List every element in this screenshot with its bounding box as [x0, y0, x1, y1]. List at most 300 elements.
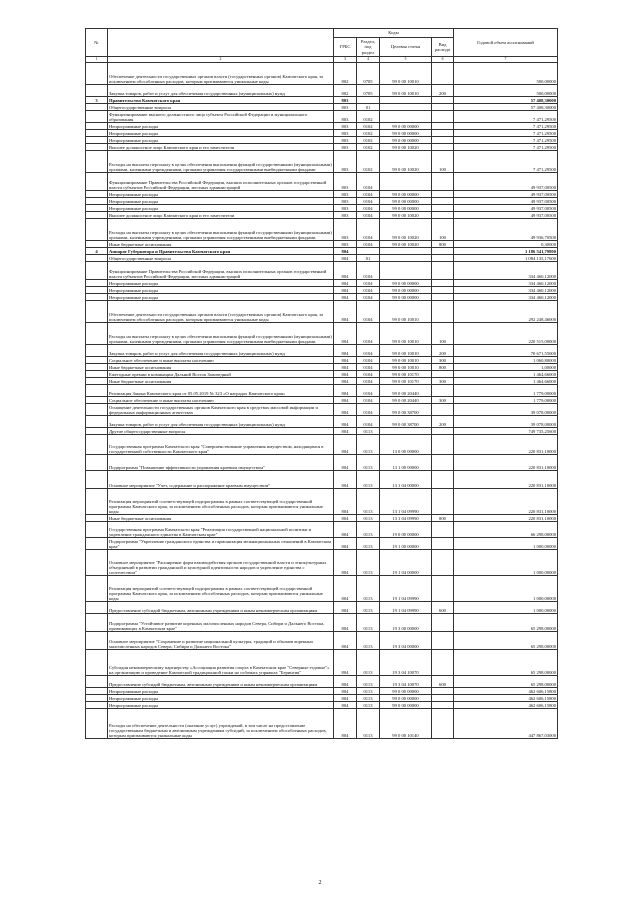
cell-grbs: 804 — [334, 515, 357, 522]
cell-vr: 300 — [432, 357, 454, 364]
cell-grbs: 803 — [334, 151, 357, 173]
cell-sum: 220 831,10000 — [454, 489, 558, 515]
cell-grbs: 803 — [334, 219, 357, 241]
table-row — [86, 191, 558, 198]
cell-sum: 7 471,29500 — [454, 137, 558, 144]
table-row — [86, 385, 558, 397]
cell-no — [86, 111, 108, 123]
cell-grbs: 804 — [334, 262, 357, 280]
cell-vr — [432, 173, 454, 191]
cell-sum: 65 298,00000 — [454, 614, 558, 632]
table-row — [86, 371, 558, 378]
cell-section: 0102 — [357, 111, 380, 123]
cell-vr — [432, 471, 454, 489]
cell-no — [86, 404, 108, 416]
cell-grbs: 804 — [334, 280, 357, 287]
cell-no — [86, 695, 108, 702]
cell-name: Подпрограмма "Повышение эффективности управления краевым имуществом" — [108, 455, 334, 471]
cell-target: 19 1 04 09990 — [380, 602, 432, 614]
cell-target: 13 1 00 00000 — [380, 455, 432, 471]
cell-name: Расходы на выплаты персоналу в целях обеспечения выполнения функций государственными (муниципальными) органами, казенными учреждениями, органами управления государственными внебюджетными фондами — [108, 151, 334, 173]
cell-target: 13 1 04 00000 — [380, 471, 432, 489]
cell-sum: 1 000,00000 — [454, 576, 558, 602]
cell-name: Правительство Камчатского края — [108, 97, 334, 104]
cell-grbs: 804 — [334, 397, 357, 404]
cell-target: 99 0 00 00000 — [380, 130, 432, 137]
cell-grbs: 804 — [334, 416, 357, 428]
cell-vr — [432, 144, 454, 151]
cell-name: Подпрограмма "Устойчивое развитие коренных малочисленных народов Севера, Сибири и Дальнего Востока, проживающих в Камчатском крае" — [108, 614, 334, 632]
cell-sum: 57 408,30000 — [454, 97, 558, 104]
cell-section: 0104 — [357, 262, 380, 280]
cell-vr — [432, 137, 454, 144]
cell-target: 99 0 00 10010 — [380, 323, 432, 345]
cell-grbs: 803 — [334, 212, 357, 219]
cell-sum: 500,00000 — [454, 63, 558, 85]
cell-name: Социальное обеспечение и иные выплаты населению — [108, 357, 334, 364]
cell-name: Обеспечение деятельности государственных органов власти (государственных органов) Камчатского края, за исключением обособленных расходов, которым присваиваются уникальные коды — [108, 301, 334, 323]
cell-name: Непрограммные расходы — [108, 287, 334, 294]
cell-vr: 600 — [432, 602, 454, 614]
cell-section: 0113 — [357, 650, 380, 676]
table-row — [86, 280, 558, 287]
cell-section: 0104 — [357, 385, 380, 397]
cell-target: 99 0 00 00000 — [380, 702, 432, 709]
cell-vr — [432, 130, 454, 137]
cell-target: 19 3 04 00000 — [380, 632, 432, 650]
cell-grbs: 804 — [334, 371, 357, 378]
cell-no — [86, 576, 108, 602]
cell-section: 0113 — [357, 522, 380, 538]
cell-name: Реализация Закона Камчатского края от 05.05.2019 № 323 «О наградах Камчатского края» — [108, 385, 334, 397]
cell-name: Непрограммные расходы — [108, 688, 334, 695]
cell-grbs: 804 — [334, 364, 357, 371]
cell-sum: 49 937,00500 — [454, 205, 558, 212]
table-row — [86, 632, 558, 650]
cell-sum: 292 248,46000 — [454, 301, 558, 323]
cell-section: 0104 — [357, 301, 380, 323]
cell-no — [86, 144, 108, 151]
cell-name: Предоставление субсидий бюджетным, автономным учреждениям и иным некоммерческим организациям — [108, 602, 334, 614]
cell-name: Социальное обеспечение и иные выплаты населению — [108, 397, 334, 404]
cell-section: 0113 — [357, 455, 380, 471]
cell-no — [86, 301, 108, 323]
table-row — [86, 538, 558, 550]
cell-vr — [432, 709, 454, 739]
cell-sum: 1 084 135,17600 — [454, 255, 558, 262]
cell-grbs: 802 — [334, 63, 357, 85]
cell-name: Иные бюджетные ассигнования — [108, 241, 334, 248]
cell-target — [380, 97, 432, 104]
cell-no: 3 — [86, 97, 108, 104]
cell-name: Закупка товаров, работ и услуг для обеспечения государственных (муниципальных) нужд — [108, 85, 334, 97]
table-row — [86, 262, 558, 280]
cell-target: 99 0 00 00000 — [380, 695, 432, 702]
table-row — [86, 219, 558, 241]
cell-vr — [432, 212, 454, 219]
cell-grbs: 803 — [334, 130, 357, 137]
cell-sum: 334 460,12000 — [454, 294, 558, 301]
table-row — [86, 428, 558, 435]
cell-sum: 1 779,00000 — [454, 397, 558, 404]
cell-grbs: 804 — [334, 688, 357, 695]
cell-no — [86, 397, 108, 404]
cell-sum: 49 937,00500 — [454, 198, 558, 205]
cell-section: 0104 — [357, 287, 380, 294]
cell-no — [86, 702, 108, 709]
cell-name: Другие общегосударственные вопросы — [108, 428, 334, 435]
table-row — [86, 489, 558, 515]
cell-vr — [432, 550, 454, 576]
cell-no — [86, 489, 108, 515]
cell-target: 99 0 00 00000 — [380, 287, 432, 294]
table-row — [86, 248, 558, 255]
cell-section: 0104 — [357, 219, 380, 241]
cell-vr: 300 — [432, 397, 454, 404]
cell-target: 13 0 00 00000 — [380, 435, 432, 455]
table-row — [86, 144, 558, 151]
cell-target: 99 0 00 10020 — [380, 241, 432, 248]
cell-sum: 0,30000 — [454, 241, 558, 248]
table-row — [86, 97, 558, 104]
table-row — [86, 471, 558, 489]
cell-no — [86, 123, 108, 130]
cell-vr — [432, 97, 454, 104]
cell-target: 99 0 00 10020 — [380, 212, 432, 219]
cell-no — [86, 428, 108, 435]
cell-no — [86, 550, 108, 576]
cell-no — [86, 280, 108, 287]
cell-target: 99 0 00 00000 — [380, 198, 432, 205]
cell-no — [86, 435, 108, 455]
table-row — [86, 709, 558, 739]
cell-vr — [432, 688, 454, 695]
cell-name: Реализация мероприятий соответствующей подпрограммы в рамках соответствующей государственной программы Камчатского края, за исключением обособленных расходов, которым присваиваются уникальные коды — [108, 489, 334, 515]
table-row — [86, 123, 558, 130]
cell-no — [86, 416, 108, 428]
table-row — [86, 301, 558, 323]
cell-name: Расходы на выплаты персоналу в целях обеспечения выполнения функций государственными (муниципальными) органами, казенными учреждениями, органами управления государственными внебюджетными фондами — [108, 323, 334, 345]
cell-vr: 100 — [432, 151, 454, 173]
cell-name: Субсидия некоммерческому партнерству «Ассоциация развития спорта в Камчатском крае "Северные ездовые"» на организацию и проведение Камчатской традиционной гонки на собачьих упряжках "Берингия" — [108, 650, 334, 676]
cell-no — [86, 688, 108, 695]
table-row — [86, 602, 558, 614]
cell-grbs: 804 — [334, 632, 357, 650]
cell-vr — [432, 262, 454, 280]
cell-target: 99 0 00 10010 — [380, 85, 432, 97]
cell-target: 99 0 00 10140 — [380, 709, 432, 739]
table-row — [86, 515, 558, 522]
cell-section: 0104 — [357, 371, 380, 378]
cell-section: 0104 — [357, 404, 380, 416]
cell-target: 99 0 00 00000 — [380, 123, 432, 130]
cell-vr: 200 — [432, 85, 454, 97]
budget-table — [85, 28, 558, 739]
cell-no — [86, 173, 108, 191]
cell-name: Непрограммные расходы — [108, 695, 334, 702]
table-row — [86, 205, 558, 212]
cell-no — [86, 632, 108, 650]
cell-no — [86, 676, 108, 688]
cell-sum: 1 464,66000 — [454, 378, 558, 385]
cell-no — [86, 85, 108, 97]
cell-grbs: 804 — [334, 255, 357, 262]
cell-sum: 220 515,00000 — [454, 323, 558, 345]
cell-target: 19 0 00 00000 — [380, 522, 432, 538]
cell-name: Основное мероприятие "Расширение форм взаимодействия органов государственной власти и этнокультурных объединений в развитии гражданской и культурной идентичности народов и укрепление единства с соотечеством" — [108, 550, 334, 576]
cell-no — [86, 345, 108, 357]
cell-section: 0104 — [357, 357, 380, 364]
cell-grbs: 804 — [334, 435, 357, 455]
cell-vr — [432, 576, 454, 602]
cell-grbs: 803 — [334, 97, 357, 104]
cell-target: 99 0 00 38700 — [380, 416, 432, 428]
cell-target: 19 3 04 10070 — [380, 650, 432, 676]
cell-grbs: 804 — [334, 522, 357, 538]
cell-name: Непрограммные расходы — [108, 280, 334, 287]
table-row — [86, 435, 558, 455]
table-row — [86, 294, 558, 301]
cell-name: Расходы на обеспечение деятельности (оказание услуг) учреждений, в том числе на предоставление государственным бюджетным и автономным учреждениям субсидий, за исключением обособленных расходов, которым присваиваются уникальные коды — [108, 709, 334, 739]
cell-section: 0104 — [357, 378, 380, 385]
cell-vr — [432, 280, 454, 287]
cell-target: 19 3 04 10070 — [380, 676, 432, 688]
cell-name: Государственная программа Камчатского края "Реализация государственной национальной политики и укрепление гражданского единства в Камчатском крае" — [108, 522, 334, 538]
cell-sum: 66 298,00000 — [454, 522, 558, 538]
cell-sum: 7 471,29500 — [454, 123, 558, 130]
cell-section: 0113 — [357, 614, 380, 632]
cell-name: Закупка товаров, работ и услуг для обеспечения государственных (муниципальных) нужд — [108, 416, 334, 428]
cell-section: 0104 — [357, 280, 380, 287]
cell-no — [86, 130, 108, 137]
table-row — [86, 241, 558, 248]
cell-sum: 1 000,00000 — [454, 602, 558, 614]
table-row — [86, 85, 558, 97]
cell-name: Закупка товаров, работ и услуг для обеспечения государственных (муниципальных) нужд — [108, 345, 334, 357]
cell-no — [86, 455, 108, 471]
cell-target: 19 1 04 00000 — [380, 550, 432, 576]
cell-grbs: 804 — [334, 404, 357, 416]
cell-section: 0113 — [357, 632, 380, 650]
cell-sum: 220 831,10000 — [454, 435, 558, 455]
cell-no — [86, 151, 108, 173]
cell-vr — [432, 404, 454, 416]
cell-target: 99 0 00 20440 — [380, 397, 432, 404]
cell-section: 0104 — [357, 416, 380, 428]
table-row — [86, 255, 558, 262]
cell-vr: 800 — [432, 364, 454, 371]
cell-name: Иные бюджетные ассигнования — [108, 515, 334, 522]
cell-name: Общегосударственные вопросы — [108, 255, 334, 262]
cell-target: 19 3 00 00000 — [380, 614, 432, 632]
cell-target — [380, 428, 432, 435]
cell-no — [86, 364, 108, 371]
cell-grbs: 804 — [334, 602, 357, 614]
cell-section: 0102 — [357, 151, 380, 173]
cell-name: Непрограммные расходы — [108, 130, 334, 137]
header-total: Годовой объем ассигнований — [454, 29, 558, 57]
table-row — [86, 104, 558, 111]
table-row — [86, 111, 558, 123]
cell-grbs: 804 — [334, 428, 357, 435]
cell-sum: 334 460,12000 — [454, 262, 558, 280]
cell-target: 99 0 00 00000 — [380, 205, 432, 212]
table-row — [86, 416, 558, 428]
cell-target — [380, 262, 432, 280]
cell-sum: 447 867,03000 — [454, 709, 558, 739]
cell-section: 0104 — [357, 294, 380, 301]
cell-target — [380, 111, 432, 123]
cell-no — [86, 538, 108, 550]
col-number: 6 — [432, 57, 454, 63]
cell-sum: 1 464,66000 — [454, 371, 558, 378]
cell-vr — [432, 489, 454, 515]
cell-section: 0113 — [357, 550, 380, 576]
cell-vr — [432, 455, 454, 471]
cell-section: 0113 — [357, 695, 380, 702]
cell-target: 19 1 04 09990 — [380, 576, 432, 602]
page-number: 2 — [318, 880, 322, 886]
cell-target: 99 0 00 00000 — [380, 280, 432, 287]
cell-sum: 334 460,12000 — [454, 287, 558, 294]
cell-sum: 49 937,00500 — [454, 173, 558, 191]
cell-grbs: 804 — [334, 287, 357, 294]
cell-name: Иные бюджетные ассигнования — [108, 364, 334, 371]
cell-sum: 7 471,29500 — [454, 144, 558, 151]
table-row — [86, 650, 558, 676]
table-row — [86, 198, 558, 205]
cell-name: Основное мероприятие "Учет, содержание и распоряжение краевым имуществом" — [108, 471, 334, 489]
cell-vr — [432, 123, 454, 130]
cell-target: 99 0 00 00000 — [380, 191, 432, 198]
header-grbs: ГРБС — [334, 38, 357, 57]
col-number: 5 — [380, 57, 432, 63]
col-number: 7 — [454, 57, 558, 63]
cell-section: 0113 — [357, 688, 380, 695]
cell-vr — [432, 294, 454, 301]
cell-sum: 1 060,80000 — [454, 357, 558, 364]
cell-vr: 600 — [432, 676, 454, 688]
cell-target: 99 0 00 10020 — [380, 144, 432, 151]
cell-target: 99 0 00 10010 — [380, 63, 432, 85]
cell-no — [86, 357, 108, 364]
table-row — [86, 151, 558, 173]
cell-name: Непрограммные расходы — [108, 123, 334, 130]
cell-section: 0113 — [357, 702, 380, 709]
cell-grbs: 802 — [334, 85, 357, 97]
cell-vr: 800 — [432, 241, 454, 248]
cell-name: Расходы на выплаты персоналу в целях обеспечения выполнения функций государственными (муниципальными) органами, казенными учреждениями, органами управления государственными внебюджетными фондами — [108, 219, 334, 241]
cell-vr — [432, 428, 454, 435]
cell-vr: 300 — [432, 378, 454, 385]
cell-name: Высшее должностное лицо Камчатского края и его заместители — [108, 212, 334, 219]
cell-vr — [432, 287, 454, 294]
cell-vr — [432, 702, 454, 709]
cell-sum: 7 471,29500 — [454, 151, 558, 173]
cell-vr — [432, 538, 454, 550]
cell-section: 0104 — [357, 198, 380, 205]
cell-name: Аппарат Губернатора и Правительства Камчатского края — [108, 248, 334, 255]
table-row — [86, 676, 558, 688]
cell-target: 99 0 00 00000 — [380, 688, 432, 695]
header-section: Раздел, под раздел — [357, 38, 380, 57]
table-row — [86, 455, 558, 471]
cell-grbs: 803 — [334, 241, 357, 248]
cell-section: 01 — [357, 104, 380, 111]
cell-section: 0104 — [357, 345, 380, 357]
cell-section: 0104 — [357, 173, 380, 191]
cell-section: 0104 — [357, 397, 380, 404]
cell-target: 99 0 00 10010 — [380, 357, 432, 364]
cell-name: Общегосударственные вопросы — [108, 104, 334, 111]
cell-vr — [432, 63, 454, 85]
table-row — [86, 364, 558, 371]
header-codes: Коды — [334, 29, 454, 38]
cell-sum: 49 936,70500 — [454, 219, 558, 241]
table-row — [86, 688, 558, 695]
cell-sum: 500,00000 — [454, 85, 558, 97]
cell-vr — [432, 522, 454, 538]
cell-no — [86, 198, 108, 205]
table-row — [86, 404, 558, 416]
cell-grbs: 803 — [334, 111, 357, 123]
cell-grbs: 803 — [334, 205, 357, 212]
cell-sum: 220 831,10000 — [454, 455, 558, 471]
cell-grbs: 803 — [334, 198, 357, 205]
col-number: 2 — [108, 57, 334, 63]
cell-no — [86, 191, 108, 198]
cell-target: 99 0 00 10020 — [380, 151, 432, 173]
cell-no — [86, 650, 108, 676]
cell-name: Непрограммные расходы — [108, 137, 334, 144]
table-row — [86, 323, 558, 345]
table-row — [86, 130, 558, 137]
table-body — [86, 63, 558, 739]
cell-vr — [432, 435, 454, 455]
cell-section: 0104 — [357, 212, 380, 219]
cell-sum: 65 298,00000 — [454, 632, 558, 650]
cell-name: Непрограммные расходы — [108, 702, 334, 709]
cell-section: 0104 — [357, 364, 380, 371]
cell-target: 99 0 00 20440 — [380, 385, 432, 397]
table-row — [86, 137, 558, 144]
cell-sum: 65 298,00000 — [454, 676, 558, 688]
cell-vr — [432, 632, 454, 650]
cell-sum: 49 937,00500 — [454, 191, 558, 198]
cell-vr: 100 — [432, 323, 454, 345]
cell-no — [86, 515, 108, 522]
cell-sum: 1 000,00000 — [454, 538, 558, 550]
cell-no: 4 — [86, 248, 108, 255]
cell-target: 99 0 00 10010 — [380, 345, 432, 357]
cell-name: Функционирование Правительства Российской Федерации, высших исполнительных органов государственной власти субъектов Российской Федерации, местных администраций — [108, 173, 334, 191]
cell-grbs: 804 — [334, 378, 357, 385]
cell-vr — [432, 205, 454, 212]
cell-name: Непрограммные расходы — [108, 191, 334, 198]
cell-no — [86, 709, 108, 739]
cell-target: 19 1 00 00000 — [380, 538, 432, 550]
table-row — [86, 397, 558, 404]
cell-section: 0113 — [357, 576, 380, 602]
cell-vr — [432, 198, 454, 205]
cell-vr: 100 — [432, 219, 454, 241]
cell-no — [86, 219, 108, 241]
cell-name: Основное мероприятие "Сохранение и развитие национальной культуры, традиций и обычаев коренных малочисленных народов Севера, Сибири и Дальнего Востока" — [108, 632, 334, 650]
cell-name: Функционирование высшего должностного лица субъекта Российской Федерации и муниципального образования — [108, 111, 334, 123]
cell-grbs: 804 — [334, 301, 357, 323]
cell-sum: 462 606,15800 — [454, 688, 558, 695]
cell-section: 0113 — [357, 602, 380, 614]
